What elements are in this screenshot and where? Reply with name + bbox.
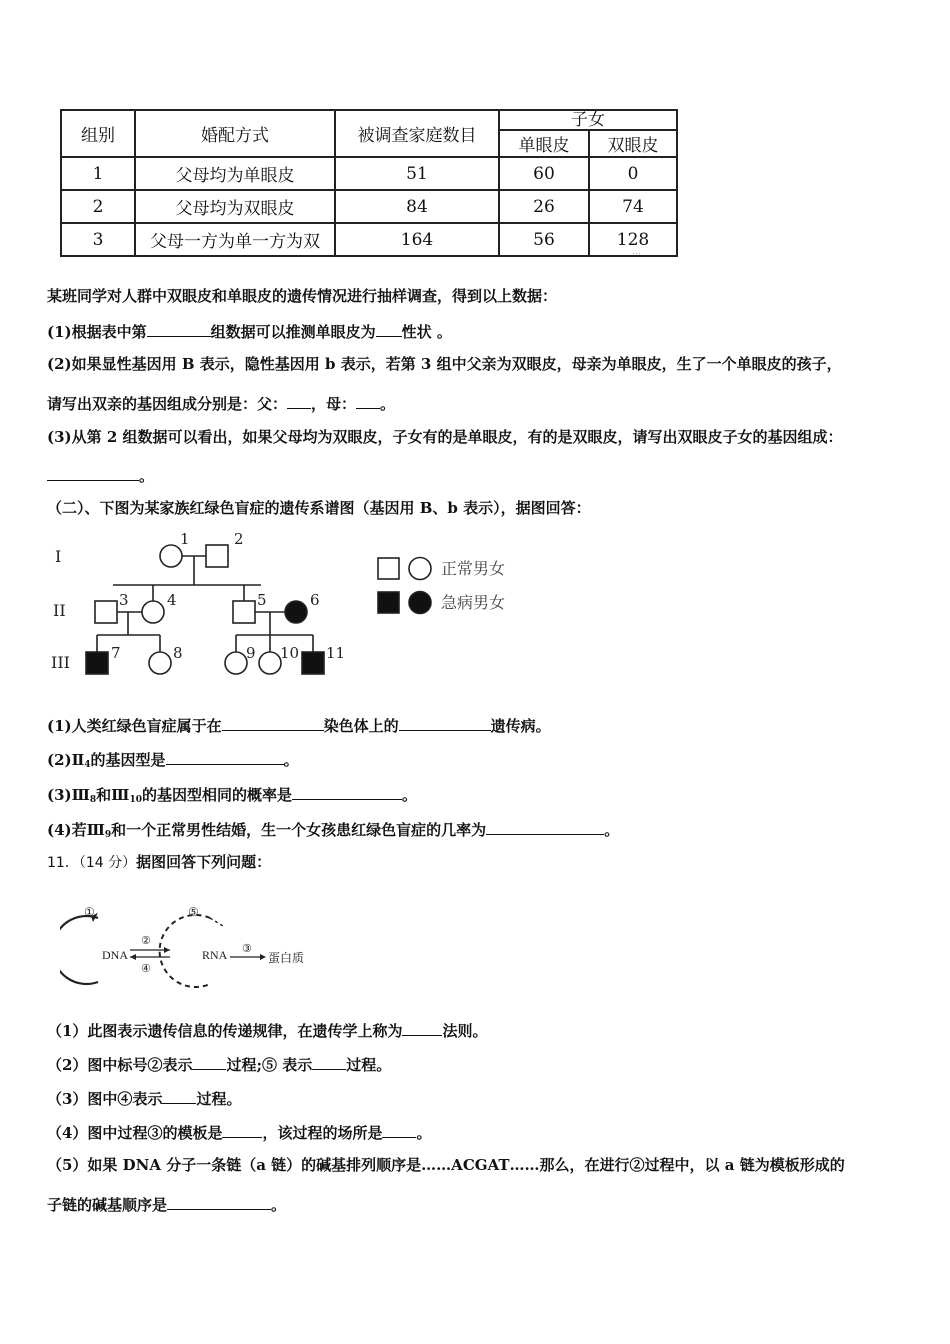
gen-label-2: II xyxy=(53,601,66,620)
subscript: 10 xyxy=(129,795,142,805)
q4-text-c: 。 xyxy=(604,821,620,839)
member-2 xyxy=(206,545,228,567)
member-number: 2 xyxy=(234,530,244,548)
q3-text-a: (3)Ⅲ xyxy=(47,786,90,804)
s1-text-b: 法则。 xyxy=(442,1022,488,1040)
part1-q3-line1: (3)从第 2 组数据可以看出，如果父母均为双眼皮，子女有的是单眼皮，有的是双眼皮，请写出双眼皮子女的基因组成： xyxy=(47,428,843,446)
protein-label: 蛋白质 xyxy=(268,951,305,965)
part2-q1 xyxy=(47,714,551,736)
member-9 xyxy=(225,652,247,674)
legend-affected-female xyxy=(409,592,431,614)
s4-text-b: ，该过程的场所是 xyxy=(262,1124,383,1142)
q11-s3 xyxy=(47,1087,241,1109)
q11-s5-line2 xyxy=(47,1193,286,1215)
s5-text-b: 。 xyxy=(271,1196,287,1214)
blank xyxy=(287,392,311,409)
member-number: 3 xyxy=(119,591,129,609)
blank xyxy=(162,1087,196,1104)
blank xyxy=(312,1053,346,1070)
transcription-arrowhead xyxy=(164,947,170,953)
member-number: 8 xyxy=(173,644,183,662)
part1-q2-line2 xyxy=(47,392,395,414)
q11-heading xyxy=(47,852,271,873)
cell-families: 51 xyxy=(335,157,499,190)
member-1 xyxy=(160,545,182,567)
label-4: ④ xyxy=(141,962,151,975)
survey-table xyxy=(60,109,678,257)
label-3: ③ xyxy=(242,942,252,955)
q2-text-a: (2)Ⅱ xyxy=(47,751,85,769)
part1-intro: 某班同学对人群中双眼皮和单眼皮的遗传情况进行抽样调查，得到以上数据： xyxy=(47,287,558,305)
table-row xyxy=(61,157,677,190)
header-double: 双眼皮 xyxy=(589,130,677,157)
member-number: 10 xyxy=(280,644,300,662)
reverse-transcription-arrowhead xyxy=(130,954,136,960)
member-number: 11 xyxy=(326,644,346,662)
cell-double: 0 xyxy=(589,157,677,190)
q1-text-c: 遗传病。 xyxy=(490,717,551,735)
q1-text-b: 染色体上的 xyxy=(323,717,399,735)
cell-families: 84 xyxy=(335,190,499,223)
s1-text-a: （1）此图表示遗传信息的传递规律，在遗传学上称为 xyxy=(47,1022,403,1040)
member-number: 1 xyxy=(180,530,190,548)
q2-text-c: 。 xyxy=(380,395,396,413)
label-2: ② xyxy=(141,934,151,947)
part1-q1 xyxy=(47,320,452,342)
s2-text-c: 过程。 xyxy=(346,1056,392,1074)
cell-mating: 父母均为双眼皮 xyxy=(135,190,335,223)
s4-text-c: 。 xyxy=(416,1124,432,1142)
subscript: 9 xyxy=(104,830,112,840)
member-number: 4 xyxy=(167,591,177,609)
member-8 xyxy=(149,652,171,674)
member-number: 6 xyxy=(310,591,320,609)
blank xyxy=(292,783,402,800)
cell-double: 74 xyxy=(589,190,677,223)
cell-single: 26 xyxy=(499,190,589,223)
q3-text-d: 。 xyxy=(402,786,418,804)
blank xyxy=(47,464,139,481)
member-6 xyxy=(285,601,307,623)
legend-normal-female xyxy=(409,558,431,580)
cell-families: 164 xyxy=(335,223,499,256)
header-children: 子女 xyxy=(499,110,677,130)
header-mating: 婚配方式 xyxy=(135,110,335,157)
blank xyxy=(222,714,324,731)
subscript: 4 xyxy=(84,760,91,770)
q1-text-b: 组数据可以推测单眼皮为 xyxy=(210,323,376,341)
dna-label: DNA xyxy=(102,948,128,962)
q4-text-a: (4)若Ⅲ xyxy=(47,821,105,839)
q3-text-c: 的基因型相同的概率是 xyxy=(141,786,292,804)
rna-label: RNA xyxy=(202,948,228,962)
q11-s4 xyxy=(47,1121,431,1143)
cell-group: 1 xyxy=(61,157,135,190)
cell-group: 2 xyxy=(61,190,135,223)
label-5: ⑤ xyxy=(188,905,199,919)
blank xyxy=(166,748,284,765)
member-5 xyxy=(233,601,255,623)
q3-text-b: 和Ⅲ xyxy=(96,786,130,804)
part2-q2 xyxy=(47,748,299,775)
replication-arc xyxy=(60,916,98,984)
q11-s5-line1: （5）如果 DNA 分子一条链（a 链）的碱基排列顺序是……ACGAT……那么，在进行②过程中，以 a 链为模板形成的 xyxy=(47,1156,845,1174)
rna-replication-tail xyxy=(210,918,223,926)
blank xyxy=(167,1193,271,1210)
s5-text-a: 子链的碱基顺序是 xyxy=(47,1196,168,1214)
member-4 xyxy=(142,601,164,623)
blank xyxy=(356,392,380,409)
q2-text-b: ，母： xyxy=(311,395,357,413)
blank xyxy=(192,1053,226,1070)
subscript: 8 xyxy=(89,795,97,805)
member-10 xyxy=(259,652,281,674)
gen-label-1: I xyxy=(55,547,62,566)
member-7 xyxy=(86,652,108,674)
q4-text-b: 和一个正常男性结婚，生一个女孩患红绿色盲症的几率为 xyxy=(111,821,487,839)
q1-text-c: 性状 。 xyxy=(401,323,452,341)
member-number: 7 xyxy=(111,644,121,662)
q2-text-b: 的基因型是 xyxy=(90,751,166,769)
header-families: 被调查家庭数目 xyxy=(335,110,499,157)
q2-text-c: 。 xyxy=(283,751,299,769)
s2-text-a: （2）图中标号②表示 xyxy=(47,1056,193,1074)
q11-number: 11．（14 分） xyxy=(47,855,137,871)
part2-title: （二）、下图为某家族红绿色盲症的遗传系谱图（基因用 B、b 表示），据图回答： xyxy=(47,499,591,517)
blank xyxy=(486,818,604,835)
legend-affected-label: 急病男女 xyxy=(441,593,506,612)
q11-s1 xyxy=(47,1019,487,1041)
table-watermark: … xyxy=(632,247,641,257)
q3-end: 。 xyxy=(139,467,155,485)
cell-group: 3 xyxy=(61,223,135,256)
q11-title: 据图回答下列问题： xyxy=(136,853,272,871)
member-number: 5 xyxy=(257,591,267,609)
q1-text-a: (1)人类红绿色盲症属于在 xyxy=(47,717,222,735)
label-1: ① xyxy=(84,905,95,919)
part2-q4 xyxy=(47,818,619,845)
header-group: 组别 xyxy=(61,110,135,157)
blank xyxy=(402,1019,442,1036)
gen-label-3: III xyxy=(51,653,70,672)
blank xyxy=(147,320,211,337)
table-row xyxy=(61,223,677,256)
part1-q2-line1: (2)如果显性基因用 B 表示，隐性基因用 b 表示，若第 3 组中父亲为双眼皮，母亲为单眼皮，生了一个单眼皮的孩子， xyxy=(47,355,842,373)
q2-text-a: 请写出双亲的基因组成分别是：父： xyxy=(47,395,288,413)
blank xyxy=(382,1121,416,1138)
cell-double: 128 xyxy=(589,223,677,256)
blank xyxy=(222,1121,262,1138)
part1-q3-line2 xyxy=(47,464,154,486)
member-11 xyxy=(302,652,324,674)
legend-affected-male xyxy=(378,592,399,613)
central-dogma-diagram xyxy=(60,900,320,992)
blank xyxy=(399,714,491,731)
s4-text-a: （4）图中过程③的模板是 xyxy=(47,1124,223,1142)
s2-text-b: 过程;⑤ 表示 xyxy=(226,1056,313,1074)
q1-text-a: (1)根据表中第 xyxy=(47,323,147,341)
member-number: 9 xyxy=(246,644,256,662)
cell-mating: 父母均为单眼皮 xyxy=(135,157,335,190)
cell-single: 56 xyxy=(499,223,589,256)
legend-normal-label: 正常男女 xyxy=(441,559,506,578)
header-single: 单眼皮 xyxy=(499,130,589,157)
cell-single: 60 xyxy=(499,157,589,190)
q11-s2 xyxy=(47,1053,391,1075)
legend-normal-male xyxy=(378,558,399,579)
blank xyxy=(376,320,402,337)
s3-text-b: 过程。 xyxy=(196,1090,242,1108)
table-row xyxy=(61,190,677,223)
translation-arrowhead xyxy=(260,954,266,960)
s3-text-a: （3）图中④表示 xyxy=(47,1090,163,1108)
pedigree-legend xyxy=(375,553,535,617)
cell-mating: 父母一方为单一方为双 xyxy=(135,223,335,256)
part2-q3 xyxy=(47,783,417,810)
member-3 xyxy=(95,601,117,623)
